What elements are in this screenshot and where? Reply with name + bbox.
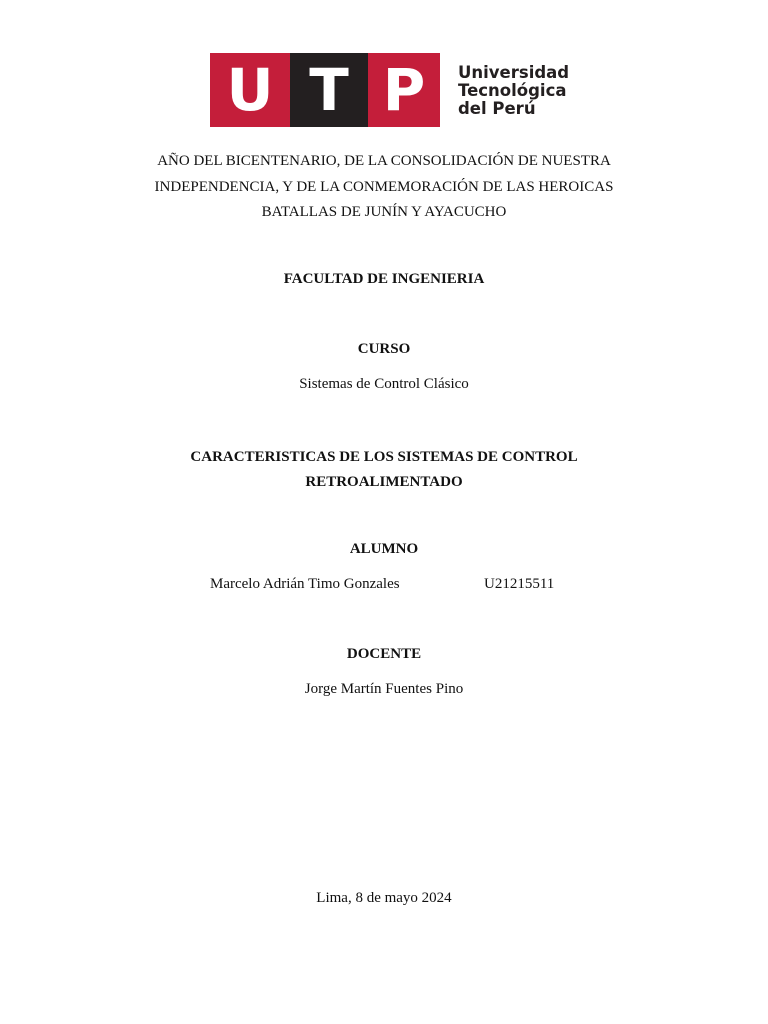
anio-line-2: INDEPENDENCIA, Y DE LA CONMEMORACIÓN DE LAS HEROICAS bbox=[154, 178, 614, 195]
curso-value: Sistemas de Control Clásico bbox=[299, 376, 469, 392]
title-line-1: CARACTERISTICAS DE LOS SISTEMAS DE CONTROL bbox=[190, 449, 578, 465]
alumno-code: U21215511 bbox=[484, 576, 555, 592]
anio-line-3: BATALLAS DE JUNÍN Y AYACUCHO bbox=[261, 204, 507, 220]
logo-letter-u: U bbox=[210, 53, 290, 127]
logo-name-line-1: Universidad bbox=[458, 63, 570, 82]
logo-letter-t: T bbox=[290, 53, 368, 127]
document-title bbox=[0, 445, 768, 495]
logo-name-line-3: del Perú bbox=[458, 99, 536, 118]
facultad-heading: FACULTAD DE INGENIERIA bbox=[283, 271, 485, 287]
logo-university-name bbox=[458, 64, 569, 118]
alumno-name: Marcelo Adrián Timo Gonzales bbox=[210, 576, 400, 592]
docente-name: Jorge Martín Fuentes Pino bbox=[304, 681, 464, 697]
logo-letter-p: P bbox=[368, 53, 440, 127]
anio-oficial bbox=[0, 149, 768, 226]
curso-heading: CURSO bbox=[357, 341, 411, 357]
title-line-2: RETROALIMENTADO bbox=[305, 474, 463, 490]
docente-heading: DOCENTE bbox=[346, 646, 422, 662]
utp-logo bbox=[210, 53, 570, 127]
logo-name-line-2: Tecnológica bbox=[458, 81, 567, 100]
anio-line-1: AÑO DEL BICENTENARIO, DE LA CONSOLIDACIÓN DE NUESTRA bbox=[157, 153, 611, 169]
alumno-heading: ALUMNO bbox=[349, 541, 419, 557]
fecha: Lima, 8 de mayo 2024 bbox=[316, 890, 452, 906]
